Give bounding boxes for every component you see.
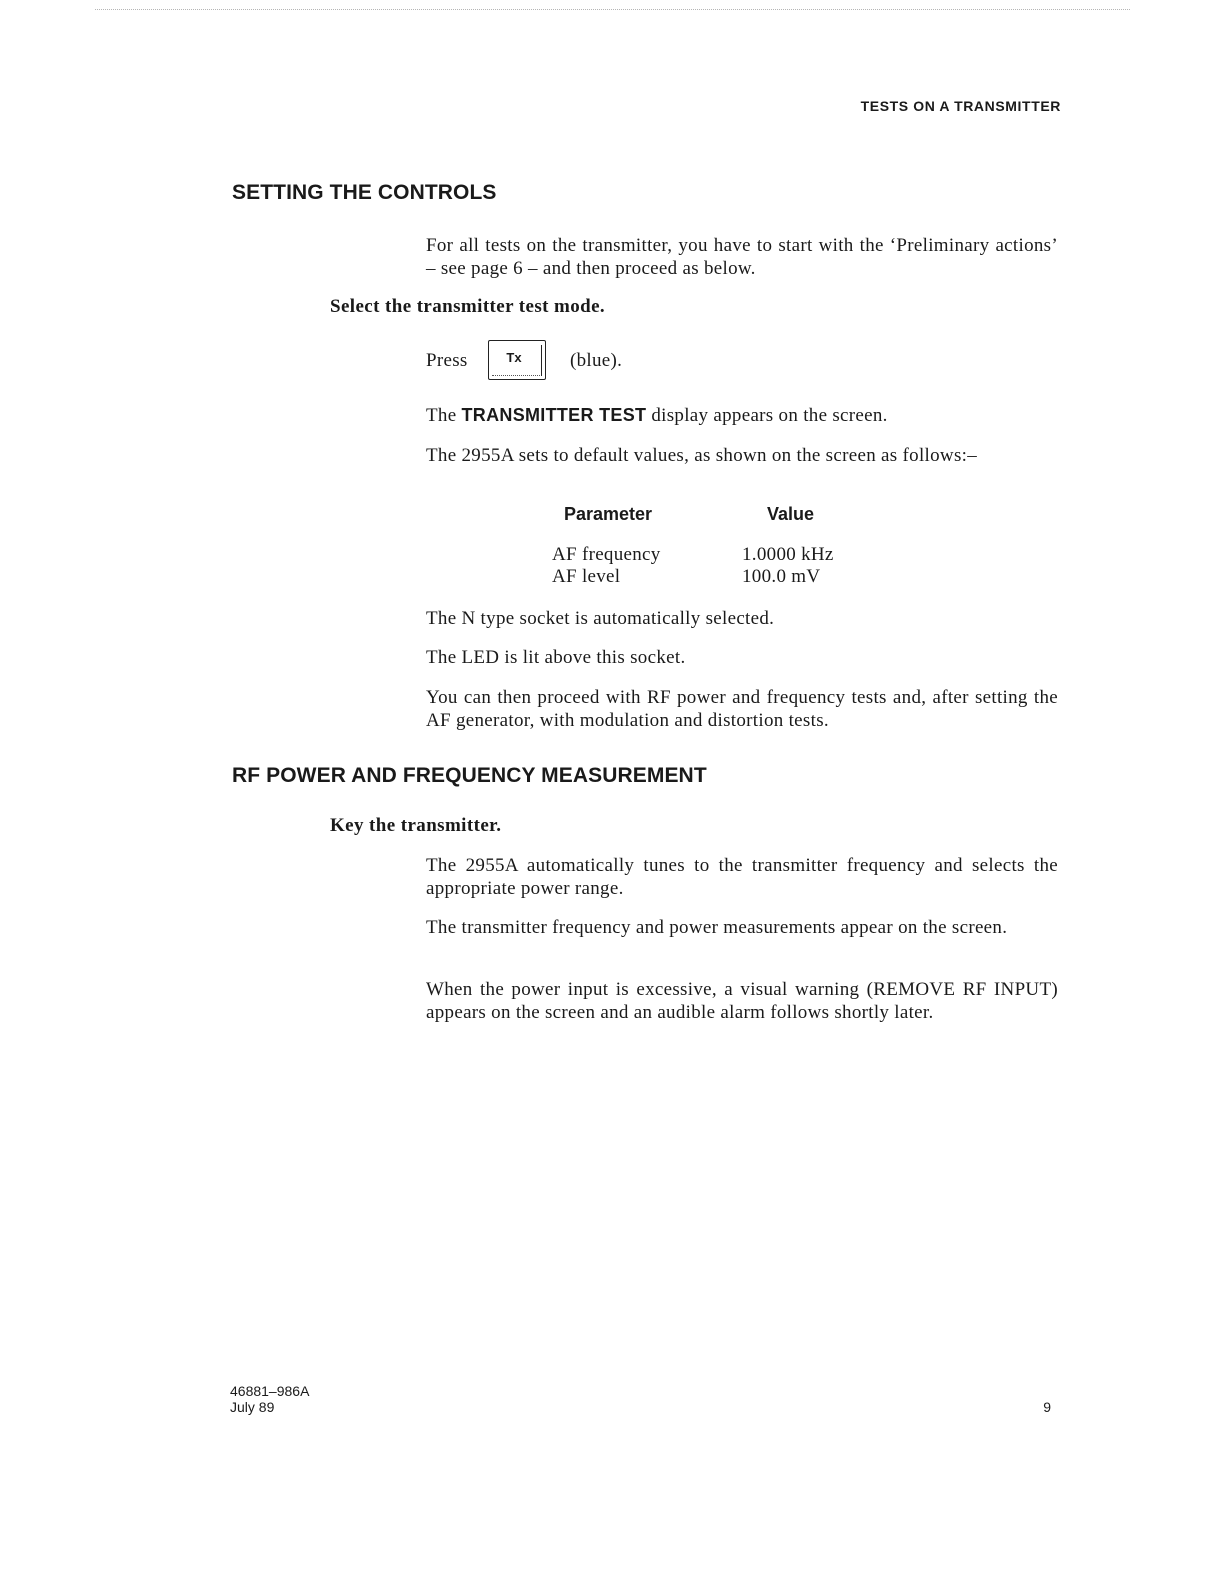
defaults-paragraph: The 2955A sets to default values, as shown on the screen as follows:–: [426, 445, 978, 466]
socket-paragraph: The N type socket is automatically selected.: [426, 608, 775, 629]
key-color-note: (blue).: [570, 350, 623, 371]
led-paragraph: The LED is lit above this socket.: [426, 647, 686, 668]
page-number: 9: [1043, 1399, 1051, 1415]
step-key-transmitter: Key the transmitter.: [330, 815, 502, 836]
section-heading-rf-power: RF POWER AND FREQUENCY MEASUREMENT: [232, 764, 707, 787]
table-header-parameter: Parameter: [564, 504, 653, 524]
intro-paragraph: For all tests on the transmitter, you have to start with the ‘Preliminary actions’ – see page 6 – and then proceed as below.: [426, 235, 1058, 279]
section-heading-setting-controls: SETTING THE CONTROLS: [232, 181, 497, 204]
table-cell-value: 1.0000 kHz: [742, 544, 834, 565]
running-header: TESTS ON A TRANSMITTER: [860, 98, 1061, 114]
display-name: TRANSMITTER TEST: [461, 405, 647, 425]
table-cell-value: 100.0 mV: [742, 566, 821, 587]
tx-key-label: Tx: [506, 350, 522, 365]
table-cell-param: AF level: [552, 566, 621, 587]
display-paragraph: [426, 404, 1058, 427]
document-code: 46881–986A: [230, 1383, 310, 1399]
tune-paragraph: The 2955A automatically tunes to the transmitter frequency and selects the appropriate power range.: [426, 855, 1058, 899]
press-word: Press: [426, 350, 468, 371]
press-key-instruction: [426, 340, 726, 384]
tx-key-icon: [488, 340, 546, 380]
display-text-post: display appears on the screen.: [646, 405, 888, 426]
table-cell-param: AF frequency: [552, 544, 661, 565]
step-select-test-mode: Select the transmitter test mode.: [330, 296, 606, 317]
display-text-pre: The: [426, 405, 462, 426]
proceed-paragraph: You can then proceed with RF power and frequency tests and, after setting the AF generator, with modulation and distortion tests.: [426, 687, 1058, 731]
measurement-paragraph: The transmitter frequency and power measurements appear on the screen.: [426, 917, 1008, 938]
scan-edge-line: [95, 9, 1130, 10]
warning-paragraph: When the power input is excessive, a visual warning (REMOVE RF INPUT) appears on the screen and an audible alarm follows shortly later.: [426, 979, 1058, 1023]
document-date: July 89: [230, 1399, 275, 1415]
table-header-value: Value: [767, 504, 815, 524]
